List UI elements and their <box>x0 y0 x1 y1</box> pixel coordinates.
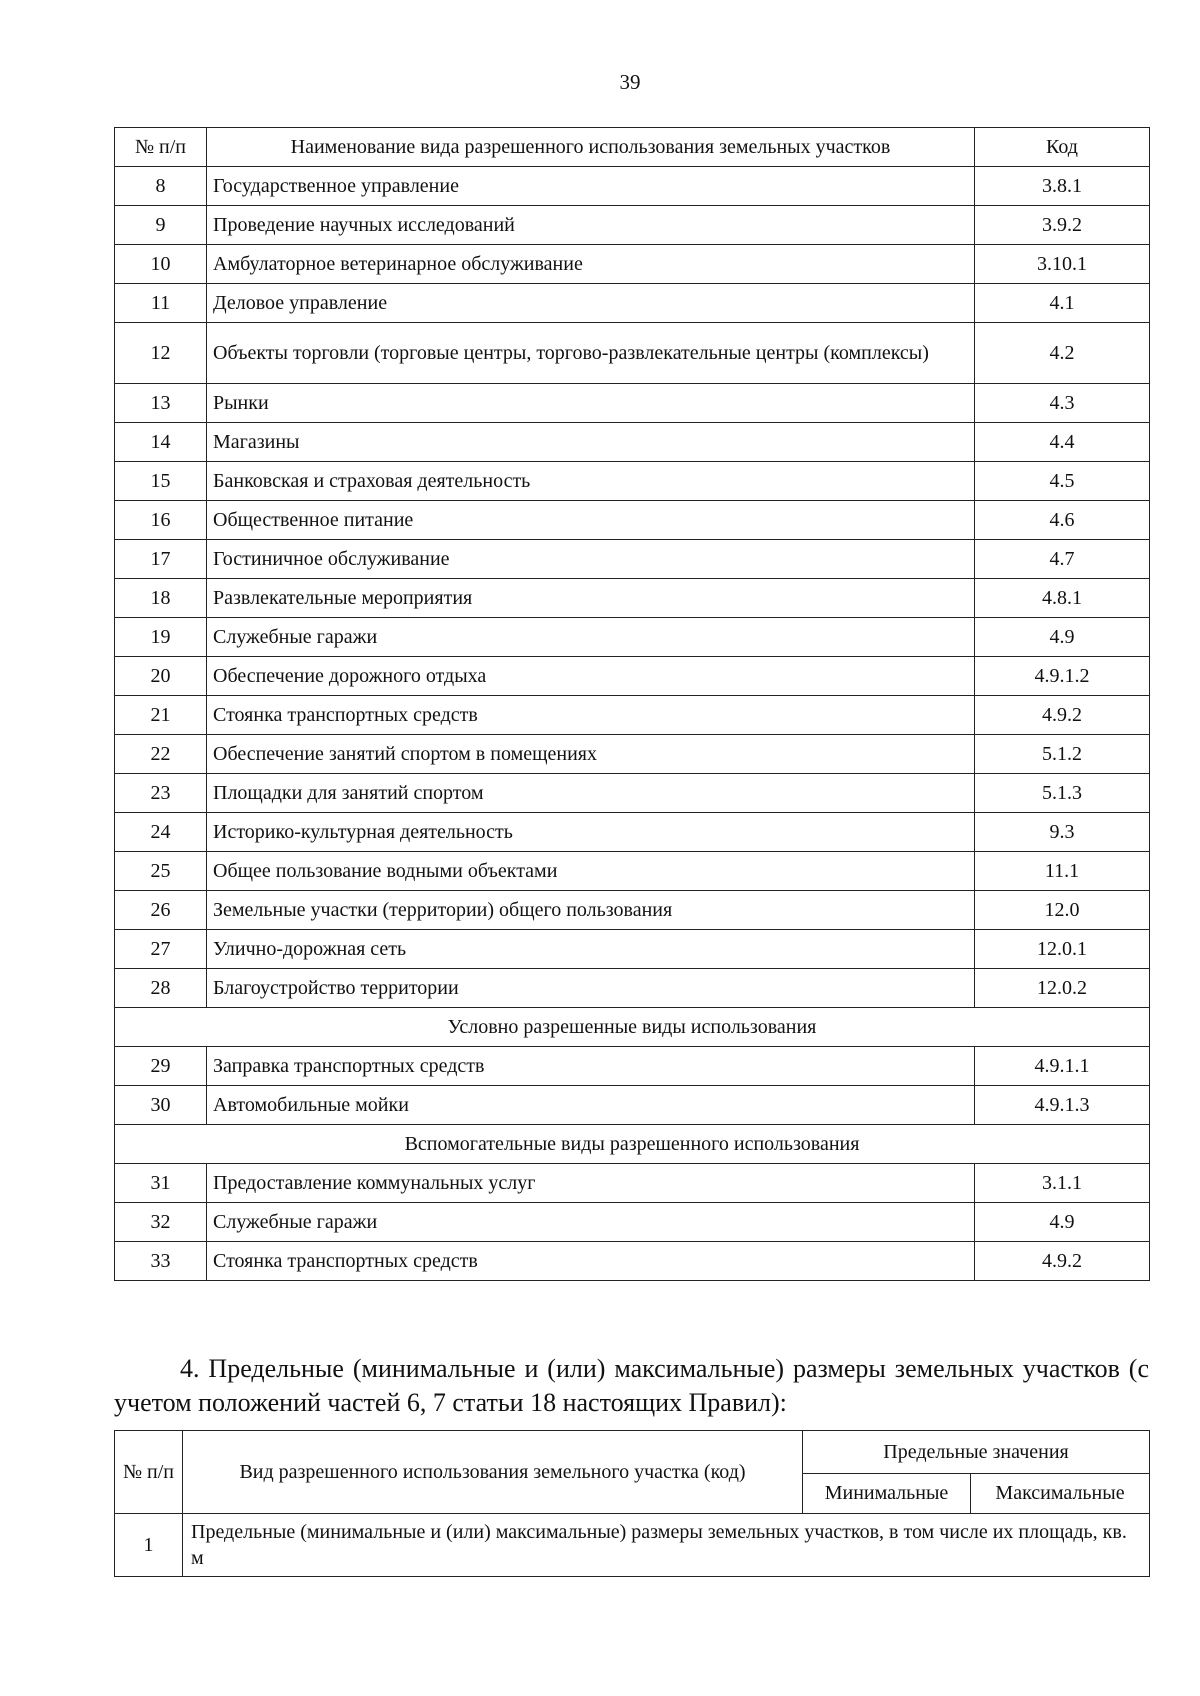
row-use-name: Площадки для занятий спортом <box>207 774 975 813</box>
table-row <box>115 167 1150 206</box>
permitted-uses-table <box>114 127 1150 1281</box>
row-number: 18 <box>115 579 207 618</box>
table-row <box>115 423 1150 462</box>
row-code: 12.0.1 <box>975 930 1150 969</box>
row-use-name: Заправка транспортных средств <box>207 1047 975 1086</box>
table-row <box>115 462 1150 501</box>
row-use-name: Деловое управление <box>207 284 975 323</box>
row-use-name: Автомобильные мойки <box>207 1086 975 1125</box>
row-use-name: Объекты торговли (торговые центры, торгово-развлекательные центры (комплексы) <box>207 323 975 384</box>
row-number: 29 <box>115 1047 207 1086</box>
row-use-name: Улично-дорожная сеть <box>207 930 975 969</box>
table-row <box>115 540 1150 579</box>
row-code: 4.8.1 <box>975 579 1150 618</box>
conditional-uses-section-title: Условно разрешенные виды использования <box>115 1008 1150 1047</box>
table-row <box>115 1164 1150 1203</box>
row-code: 4.1 <box>975 284 1150 323</box>
row-number: 32 <box>115 1203 207 1242</box>
row-code: 5.1.2 <box>975 735 1150 774</box>
row-number: 27 <box>115 930 207 969</box>
auxiliary-uses-section <box>115 1125 1150 1164</box>
permitted-uses-body <box>115 167 1150 1281</box>
table-row <box>115 735 1150 774</box>
row-use-name: Проведение научных исследований <box>207 206 975 245</box>
limits-header-number: № п/п <box>115 1431 183 1514</box>
table-row <box>115 384 1150 423</box>
table-row <box>115 852 1150 891</box>
row-number: 24 <box>115 813 207 852</box>
table-row <box>115 1242 1150 1281</box>
header-code: Код <box>975 128 1150 167</box>
table-row <box>115 1047 1150 1086</box>
row-number: 31 <box>115 1164 207 1203</box>
row-code: 4.9 <box>975 618 1150 657</box>
row-use-name: Рынки <box>207 384 975 423</box>
row-number: 22 <box>115 735 207 774</box>
row-number: 30 <box>115 1086 207 1125</box>
row-code: 3.8.1 <box>975 167 1150 206</box>
row-use-name: Обеспечение занятий спортом в помещениях <box>207 735 975 774</box>
table-row <box>115 813 1150 852</box>
row-use-name: Амбулаторное ветеринарное обслуживание <box>207 245 975 284</box>
row-code: 12.0 <box>975 891 1150 930</box>
auxiliary-uses-section-title: Вспомогательные виды разрешенного использования <box>115 1125 1150 1164</box>
section-4-paragraph: 4. Предельные (минимальные и (или) максимальные) размеры земельных участков (с учетом положений частей 6, 7 статьи 18 настоящих Правил): <box>114 1354 1149 1417</box>
row-number: 12 <box>115 323 207 384</box>
row-code: 4.9.2 <box>975 696 1150 735</box>
header-number: № п/п <box>115 128 207 167</box>
row-number: 21 <box>115 696 207 735</box>
row-use-name: Обеспечение дорожного отдыха <box>207 657 975 696</box>
row-number: 33 <box>115 1242 207 1281</box>
table-row <box>115 618 1150 657</box>
row-code: 12.0.2 <box>975 969 1150 1008</box>
row-use-name: Общественное питание <box>207 501 975 540</box>
limits-header-max: Максимальные <box>971 1473 1150 1513</box>
row-number: 10 <box>115 245 207 284</box>
row-number: 17 <box>115 540 207 579</box>
row-code: 4.4 <box>975 423 1150 462</box>
row-use-name: Государственное управление <box>207 167 975 206</box>
table-row <box>115 206 1150 245</box>
row-number: 15 <box>115 462 207 501</box>
row-code: 3.1.1 <box>975 1164 1150 1203</box>
table-row <box>115 501 1150 540</box>
table-row <box>115 1514 1150 1577</box>
row-use-name: Стоянка транспортных средств <box>207 1242 975 1281</box>
row-number: 20 <box>115 657 207 696</box>
row-code: 4.9.1.1 <box>975 1047 1150 1086</box>
row-code: 4.3 <box>975 384 1150 423</box>
table-header-row <box>115 128 1150 167</box>
row-code: 5.1.3 <box>975 774 1150 813</box>
table-row <box>115 579 1150 618</box>
row-code: 4.7 <box>975 540 1150 579</box>
table-row <box>115 1203 1150 1242</box>
table-row <box>115 323 1150 384</box>
row-code: 4.9.1.3 <box>975 1086 1150 1125</box>
row-code: 3.10.1 <box>975 245 1150 284</box>
row-use-name: Общее пользование водными объектами <box>207 852 975 891</box>
row-number: 28 <box>115 969 207 1008</box>
header-use-name: Наименование вида разрешенного использования земельных участков <box>207 128 975 167</box>
table-row <box>115 657 1150 696</box>
table-row <box>115 284 1150 323</box>
row-use-name: Развлекательные мероприятия <box>207 579 975 618</box>
row-use-name: Стоянка транспортных средств <box>207 696 975 735</box>
row-number: 14 <box>115 423 207 462</box>
row-code: 3.9.2 <box>975 206 1150 245</box>
row-use-name: Предоставление коммунальных услуг <box>207 1164 975 1203</box>
table-row <box>115 696 1150 735</box>
row-code: 11.1 <box>975 852 1150 891</box>
table-row <box>115 774 1150 813</box>
row-number: 16 <box>115 501 207 540</box>
row-use-name: Банковская и страховая деятельность <box>207 462 975 501</box>
limits-row-description: Предельные (минимальные и (или) максимальные) размеры земельных участков, в том числе их площадь, кв. м <box>183 1514 1150 1577</box>
row-number: 23 <box>115 774 207 813</box>
row-number: 8 <box>115 167 207 206</box>
conditional-uses-section <box>115 1008 1150 1047</box>
limits-header-use-type: Вид разрешенного использования земельного участка (код) <box>183 1431 803 1514</box>
plot-size-limits-table <box>114 1430 1150 1577</box>
row-code: 4.9.1.2 <box>975 657 1150 696</box>
row-number: 9 <box>115 206 207 245</box>
row-number: 11 <box>115 284 207 323</box>
row-code: 4.5 <box>975 462 1150 501</box>
limits-row-number: 1 <box>115 1514 183 1577</box>
row-use-name: Гостиничное обслуживание <box>207 540 975 579</box>
row-code: 4.9 <box>975 1203 1150 1242</box>
page-number: 39 <box>619 70 641 94</box>
table-row <box>115 969 1150 1008</box>
table-row <box>115 930 1150 969</box>
row-number: 13 <box>115 384 207 423</box>
row-number: 19 <box>115 618 207 657</box>
limits-header-min: Минимальные <box>803 1473 971 1513</box>
row-use-name: Магазины <box>207 423 975 462</box>
row-code: 4.6 <box>975 501 1150 540</box>
table-row <box>115 1086 1150 1125</box>
row-number: 25 <box>115 852 207 891</box>
row-use-name: Служебные гаражи <box>207 618 975 657</box>
row-use-name: Земельные участки (территории) общего пользования <box>207 891 975 930</box>
table-row <box>115 245 1150 284</box>
row-use-name: Историко-культурная деятельность <box>207 813 975 852</box>
row-code: 4.9.2 <box>975 1242 1150 1281</box>
limits-header-values: Предельные значения <box>803 1431 1150 1474</box>
row-code: 4.2 <box>975 323 1150 384</box>
row-number: 26 <box>115 891 207 930</box>
row-use-name: Служебные гаражи <box>207 1203 975 1242</box>
table-row <box>115 891 1150 930</box>
row-code: 9.3 <box>975 813 1150 852</box>
row-use-name: Благоустройство территории <box>207 969 975 1008</box>
